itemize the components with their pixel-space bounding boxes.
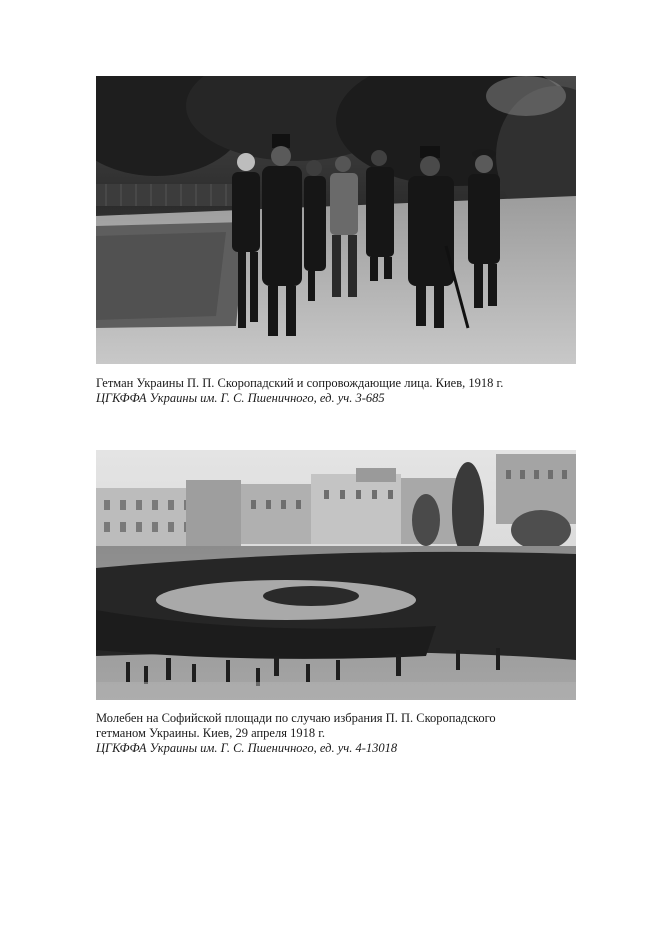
photo-sofia-square-prayer [96,450,576,700]
photo-square-image [96,450,576,700]
caption-text: Гетман Украины П. П. Скоропадский и сопровождающие лица. Киев, 1918 г. [96,376,504,390]
caption-text-line-2: гетманом Украины. Киев, 29 апреля 1918 г. [96,726,326,740]
caption-source: ЦГКФФА Украины им. Г. С. Пшеничного, ед. уч. 4-13018 [96,741,398,755]
photo-hetman-and-companions [96,76,576,364]
figure-caption-2 [96,711,576,756]
caption-text-line-1: Молебен на Софийской площади по случаю избрания П. П. Скоропадского [96,711,496,725]
figure-caption-1 [96,376,576,406]
photo-hetman-image [96,76,576,364]
caption-source: ЦГКФФА Украины им. Г. С. Пшеничного, ед. уч. 3-685 [96,391,385,405]
